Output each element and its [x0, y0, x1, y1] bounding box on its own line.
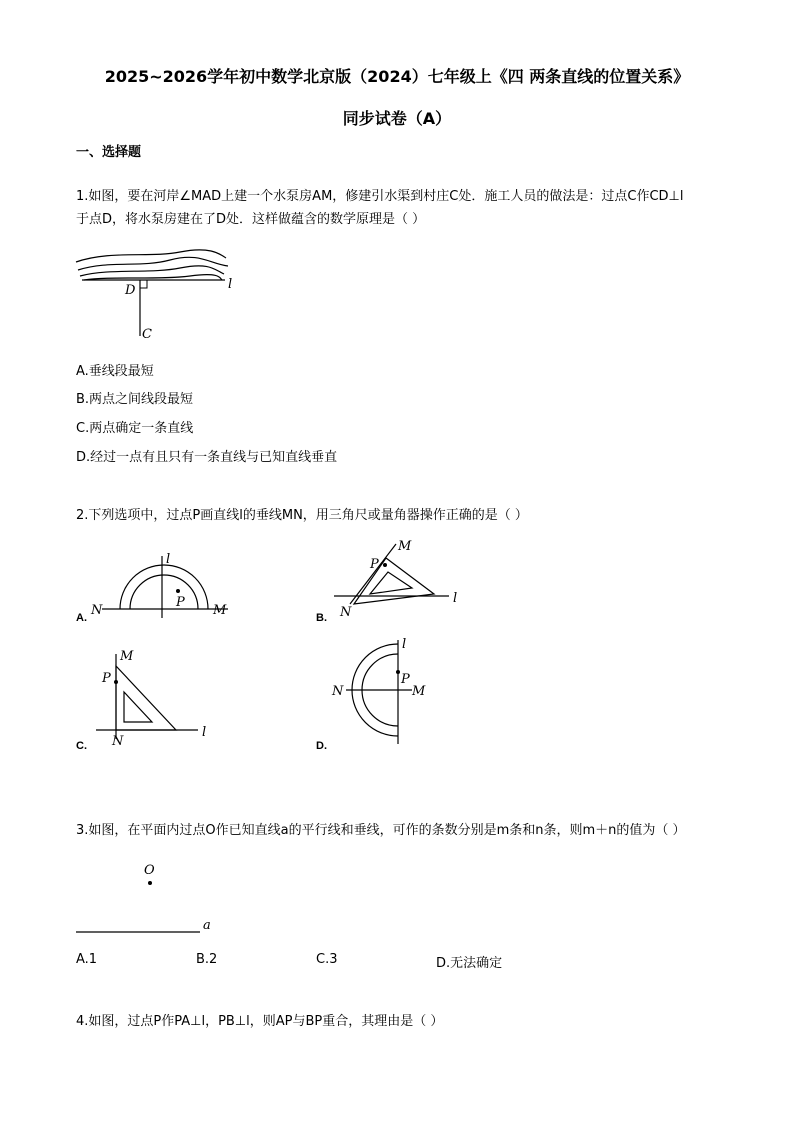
q1-label-c: C — [142, 327, 152, 342]
q1-option-c: C.两点确定一条直线 — [76, 421, 194, 436]
q2-figure-c — [76, 644, 226, 754]
q4-text: 4.如图，过点P作PA⊥l，PB⊥l，则AP与BP重合，其理由是（ ） — [76, 1014, 444, 1029]
q3-option-a: A.1 — [76, 952, 98, 967]
q1-option-a: A.垂线段最短 — [76, 364, 154, 379]
q2-figure-a — [76, 548, 246, 628]
q1-label-d: D — [125, 283, 136, 298]
q2b-label-m: M — [398, 539, 412, 554]
q3-figure — [76, 858, 226, 938]
q1-label-l: l — [228, 277, 233, 292]
q2-option-c-label: C. — [76, 740, 87, 752]
q3-label-a: a — [203, 918, 211, 933]
q3-option-d: D.无法确定 — [436, 956, 503, 971]
q3-label-o: O — [144, 863, 155, 878]
q2b-label-l: l — [453, 591, 458, 606]
q2-option-b-label: B. — [316, 612, 327, 624]
q2a-label-l: l — [166, 552, 171, 567]
q2a-label-m: M — [213, 603, 227, 618]
q2d-label-p: P — [401, 672, 410, 687]
q2-option-d-label: D. — [316, 740, 327, 752]
q2-text: 2.下列选项中，过点P画直线l的垂线MN，用三角尺或量角器操作正确的是（ ） — [76, 508, 528, 523]
q2-figure-d — [316, 634, 456, 754]
q2d-label-n: N — [332, 684, 344, 699]
q3-option-c: C.3 — [316, 952, 338, 967]
q1-text-line1: 1.如图，要在河岸∠MAD上建一个水泵房AM，修建引水渠到村庄C处．施工人员的做法是：过点C作CD⊥l — [76, 189, 684, 204]
q3-option-b: B.2 — [196, 952, 218, 967]
q2c-label-p: P — [102, 671, 111, 686]
q2d-label-m: M — [412, 684, 426, 699]
section-heading: 一、选择题 — [76, 145, 142, 160]
q2-figure-b — [316, 536, 466, 626]
q2b-label-n: N — [340, 605, 352, 620]
q2c-label-n: N — [112, 734, 124, 749]
q2a-label-p: P — [176, 595, 185, 610]
q3-text: 3.如图，在平面内过点O作已知直线a的平行线和垂线，可作的条数分别是m条和n条，则m＋n的值为（ ） — [76, 823, 686, 838]
q2b-label-p: P — [370, 557, 379, 572]
q2d-label-l: l — [402, 637, 407, 652]
q1-figure — [70, 240, 250, 350]
paper-title-line2: 同步试卷（A） — [342, 109, 452, 128]
q2c-label-l: l — [202, 725, 207, 740]
paper-title-line1: 2025~2026学年初中数学北京版（2024）七年级上《四 两条直线的位置关系》 — [104, 67, 690, 86]
q2a-label-n: N — [91, 603, 103, 618]
q1-option-d: D.经过一点有且只有一条直线与已知直线垂直 — [76, 450, 338, 465]
q1-option-b: B.两点之间线段最短 — [76, 392, 194, 407]
q2-option-a-label: A. — [76, 612, 87, 624]
q1-text-line2: 于点D，将水泵房建在了D处．这样做蕴含的数学原理是（ ） — [76, 212, 426, 227]
q2c-label-m: M — [120, 649, 134, 664]
